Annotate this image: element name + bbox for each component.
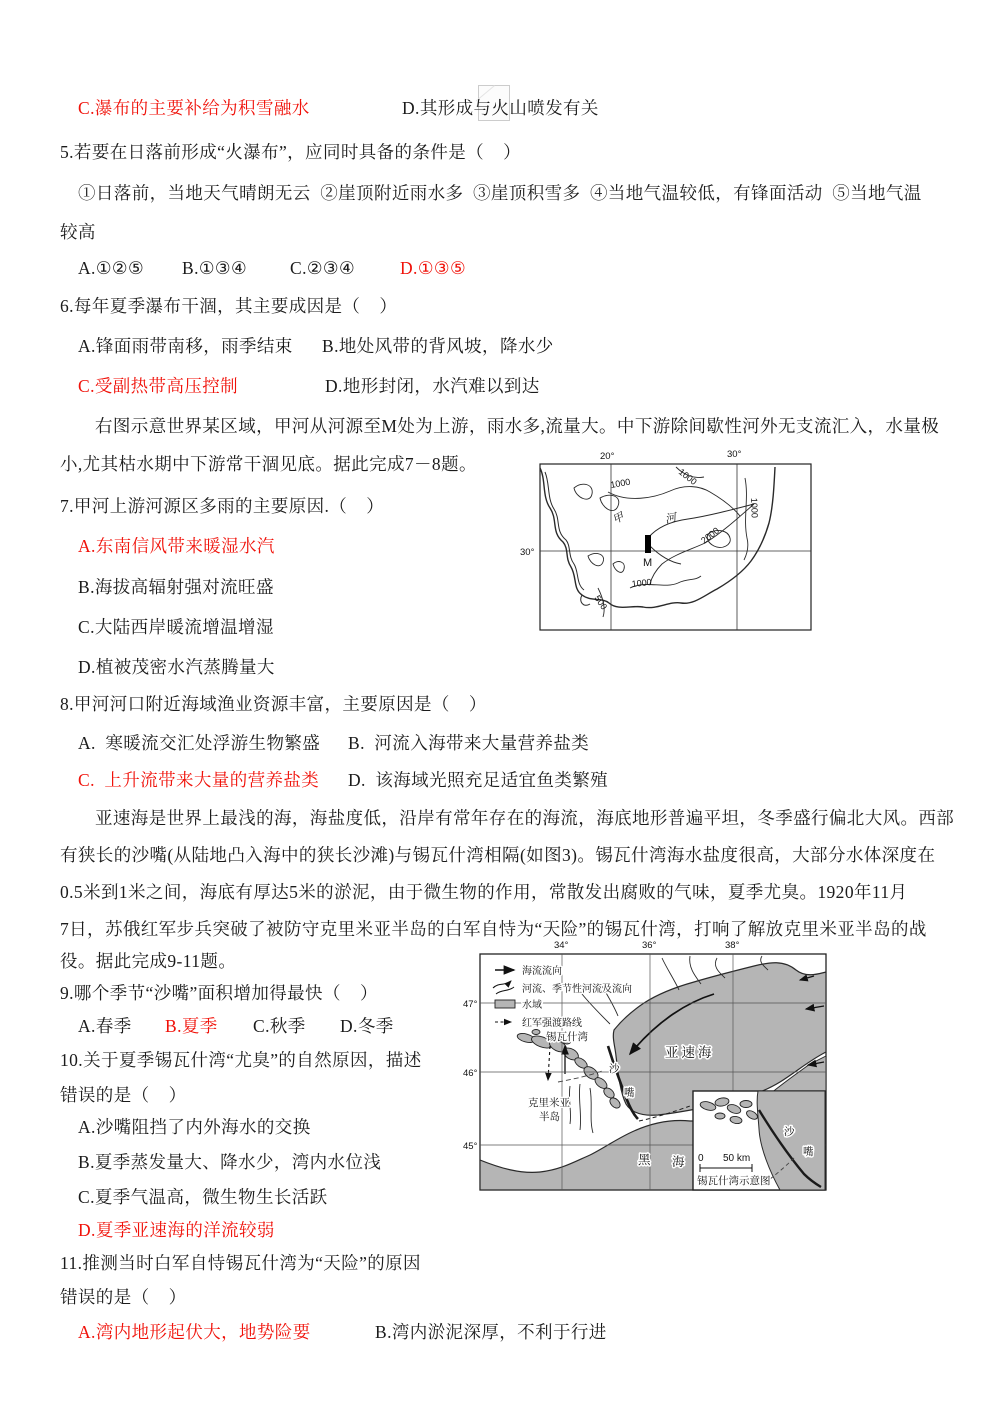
black-sea-label-char-1: 黑	[638, 1153, 651, 1167]
contour-1000-label-c: 1000	[749, 497, 760, 519]
q5-option-b: B.①③④	[182, 258, 248, 278]
prev-option-d: D.其形成与火山喷发有关	[402, 98, 599, 118]
prev-option-c: C.瀑布的主要补给为积雪融水	[78, 98, 310, 118]
map2-lon-34: 34°	[554, 940, 569, 951]
africa-river-map	[518, 446, 850, 656]
map2-lon-38: 38°	[725, 940, 740, 951]
q10-stem-line-1: 10.关于夏季锡瓦什湾“尤臭”的自然原因，描述	[60, 1050, 422, 1070]
passage-2-line-1: 亚速海是世界上最浅的海，海盐度低，沿岸有常年存在的海流，海底地形普遍平坦，冬季盛行偏北大风。西部	[95, 808, 955, 828]
q8-option-d: D. 该海域光照充足适宜鱼类繁殖	[348, 770, 609, 790]
q11-stem-line-2: 错误的是（ ）	[60, 1287, 187, 1307]
passage-2-line-2: 有狭长的沙嘴(从陆地凸入海中的狭长沙滩)与锡瓦什湾相隔(如图3)。锡瓦什湾海水盐度很高，大部分水体深度在	[60, 845, 936, 865]
passage-2-line-3: 0.5米到1米之间，海底有厚达5米的淤泥，由于微生物的作用，常散发出腐败的气味，夏季尤臭。1920年11月	[60, 882, 908, 902]
map2-lon-36: 36°	[642, 940, 657, 951]
q8-option-c-answer: C. 上升流带来大量的营养盐类	[78, 770, 320, 790]
passage-1-line-2: 小,尤其枯水期中下游常干涸见底。据此完成7－8题。	[60, 454, 477, 474]
q7-stem: 7.甲河上游河源区多雨的主要原因.（ ）	[60, 496, 385, 516]
map1-lon-30: 30°	[727, 449, 742, 460]
q6-option-b: B.地处风带的背风坡，降水少	[322, 336, 554, 356]
m-point-marker	[645, 535, 651, 553]
map2-lat-45: 45°	[463, 1141, 478, 1152]
map1-lon-20: 20°	[600, 451, 615, 462]
inset-scale-zero: 0	[698, 1153, 704, 1164]
q9-option-a: A.春季	[78, 1016, 132, 1036]
river-name-char-2: 河	[664, 511, 678, 526]
q11-stem-line-1: 11.推测当时白军自恃锡瓦什湾为“天险”的原因	[60, 1253, 421, 1273]
q5-stem: 5.若要在日落前形成“火瀑布”，应同时具备的条件是（ ）	[60, 142, 522, 162]
contour-1000-label-d: 1000	[631, 576, 653, 589]
map2-lat-46: 46°	[463, 1068, 478, 1079]
inset-spit-char-1: 沙	[784, 1126, 795, 1138]
sivash-inset-map	[693, 1091, 825, 1190]
q5-option-d-answer: D.①③⑤	[400, 258, 467, 278]
river-name-char-1: 甲	[610, 510, 627, 527]
q9-option-c: C.秋季	[253, 1016, 306, 1036]
q8-option-a: A. 寒暖流交汇处浮游生物繁盛	[78, 733, 321, 753]
q8-option-b: B. 河流入海带来大量营养盐类	[348, 733, 590, 753]
inset-scale-value: 50 km	[723, 1153, 751, 1164]
q7-option-c: C.大陆西岸暖流增温增湿	[78, 617, 274, 637]
q6-option-c-answer: C.受副热带高压控制	[78, 376, 239, 396]
q6-stem: 6.每年夏季瀑布干涸，其主要成因是（ ）	[60, 296, 398, 316]
legend-water-label: 水域	[522, 1000, 542, 1011]
q10-option-d-answer: D.夏季亚速海的洋流较弱	[78, 1220, 275, 1240]
contour-1000-label-a: 1000	[609, 476, 632, 490]
black-sea-label-char-2: 海	[672, 1155, 685, 1169]
contour-500-label: 500	[592, 593, 610, 612]
legend-river-label: 河流、季节性河流及流向	[522, 984, 632, 995]
passage-2-line-5: 役。据此完成9-11题。	[60, 951, 237, 971]
azov-sivash-map	[462, 934, 838, 1198]
q10-option-a: A.沙嘴阻挡了内外海水的交换	[78, 1117, 311, 1137]
q11-option-a-answer: A.湾内地形起伏大，地势险要	[78, 1322, 311, 1342]
sea-of-azov-label: 亚速海	[665, 1045, 715, 1060]
q7-option-d: D.植被茂密水汽蒸腾量大	[78, 657, 275, 677]
legend-water-swatch	[495, 1000, 515, 1008]
m-point-label: M	[643, 557, 653, 569]
q9-stem: 9.哪个季节“沙嘴”面积增加得最快（ ）	[60, 983, 378, 1003]
q10-option-b: B.夏季蒸发量大、降水少，湾内水位浅	[78, 1152, 382, 1172]
contour-2000-label: 2000	[699, 525, 722, 546]
spit-label-char-1: 沙	[609, 1063, 620, 1075]
q5-option-a: A.①②⑤	[78, 258, 145, 278]
q6-option-a: A.锋面雨带南移，雨季结束	[78, 336, 293, 356]
q10-option-c: C.夏季气温高，微生物生长活跃	[78, 1187, 328, 1207]
q6-option-d: D.地形封闭，水汽难以到达	[325, 376, 540, 396]
q8-stem: 8.甲河河口附近海域渔业资源丰富，主要原因是（ ）	[60, 694, 487, 714]
crimea-label-line-2: 半岛	[539, 1111, 560, 1123]
q5-option-c: C.②③④	[290, 258, 356, 278]
q11-option-b: B.湾内淤泥深厚，不利于行进	[375, 1322, 607, 1342]
map2-lat-47: 47°	[463, 999, 478, 1010]
q9-option-d: D.冬季	[340, 1016, 394, 1036]
inset-caption: 锡瓦什湾示意图	[697, 1175, 771, 1187]
sivash-bay-label: 锡瓦什湾	[546, 1031, 588, 1043]
passage-2-line-4: 7日，苏俄红军步兵突破了被防守克里米亚半岛的白军自恃为“天险”的锡瓦什湾，打响了解放克里米亚半岛的战	[60, 919, 927, 939]
q9-option-b-answer: B.夏季	[165, 1016, 218, 1036]
passage-1-line-1: 右图示意世界某区域，甲河从河源至M处为上游，雨水多,流量大。中下游除间歇性河外无支流汇入，水量极	[95, 416, 940, 436]
q10-stem-line-2: 错误的是（ ）	[60, 1085, 187, 1105]
legend-current-label: 海流流向	[522, 966, 562, 977]
map1-lat-30: 30°	[520, 547, 535, 558]
q5-items: ①日落前，当地天气晴朗无云 ②崖顶附近雨水多 ③崖顶积雪多 ④当地气温较低，有锋面活动 ⑤当地气温	[78, 183, 922, 203]
spit-label-char-2: 嘴	[624, 1087, 635, 1099]
q5-items-cont: 较高	[60, 222, 96, 242]
q7-option-b: B.海拔高辐射强对流旺盛	[78, 577, 274, 597]
legend-route-label: 红军强渡路线	[522, 1018, 582, 1029]
q7-option-a-answer: A.东南信风带来暖湿水汽	[78, 536, 275, 556]
contour-1000-label-b: 1000	[676, 466, 699, 487]
crimea-label-line-1: 克里米亚	[528, 1097, 570, 1109]
inset-spit-char-2: 嘴	[803, 1146, 814, 1158]
